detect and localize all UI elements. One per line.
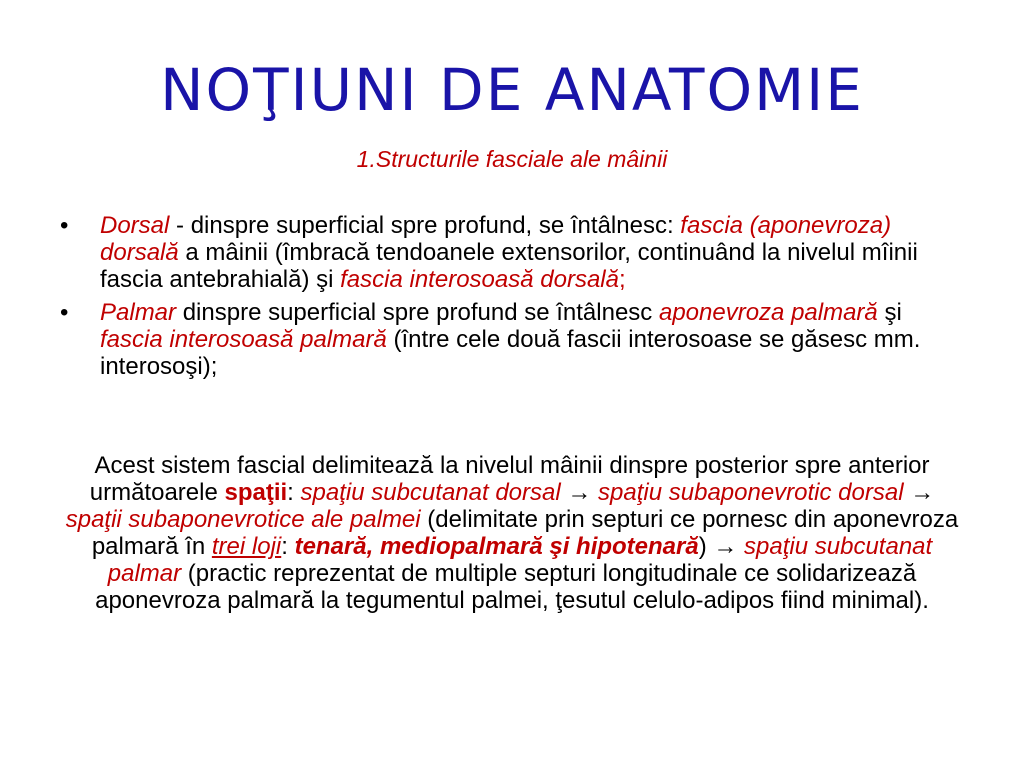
bullet-emphasis: fascia interosoasă dorsală (340, 266, 619, 293)
paragraph-emphasis: trei loji (211, 533, 282, 560)
paragraph-emphasis: spaţiu subcutanat palmar (107, 533, 933, 587)
bullet-text: ; (618, 266, 626, 293)
paragraph-emphasis: spaţiu subcutanat dorsal (300, 479, 561, 506)
paragraph-text: (delimitate prin septuri ce pornesc din aponevroza palmară în (91, 506, 959, 560)
bullet-text: a mâinii (îmbracă tendoanele extensorilor, continuând la nivelul mîinii fascia antebrahială) şi (100, 239, 918, 293)
bullet-text: şi (877, 299, 902, 326)
paragraph-emphasis: spaţiu subaponevrotic dorsal (598, 479, 904, 506)
bullet-list (60, 212, 960, 386)
bullet-marker: • (60, 299, 69, 326)
paragraph-emphasis: tenară, mediopalmară şi hipotenară (294, 533, 699, 560)
bullet-item-palmar (60, 299, 960, 380)
paragraph-arrow: ) → (698, 533, 745, 560)
paragraph-emphasis: spaţii (224, 479, 288, 506)
bullet-text: (între cele două fascii interosoase se găsesc mm. interosoşi); (100, 326, 921, 380)
paragraph-emphasis: spaţii subaponevrotice ale palmei (65, 506, 421, 533)
paragraph-text: : (287, 479, 301, 506)
bullet-term: Palmar (100, 299, 177, 326)
body-paragraph (60, 452, 964, 614)
bullet-emphasis: fascia (aponevroza) dorsală (100, 212, 892, 266)
slide-title: NOŢIUNI DE ANATOMIE (160, 56, 864, 124)
bullet-term: Dorsal (100, 212, 170, 239)
bullet-item-dorsal (60, 212, 960, 293)
bullet-text: - dinspre superficial spre profund, se întâlnesc: (169, 212, 681, 239)
paragraph-text: Acest sistem fascial delimitează la nivelul mâinii dinspre posterior spre anterior următoarele (89, 452, 930, 506)
paragraph-arrow: → (560, 479, 599, 506)
paragraph-text: : (281, 533, 295, 560)
bullet-emphasis: fascia interosoasă palmară (100, 326, 387, 353)
bullet-text: dinspre superficial spre profund se întâlnesc (176, 299, 659, 326)
paragraph-text: (practic reprezentat de multiple septuri longitudinale ce solidarizează aponevroza palmară la tegumentul palmei, ţesutul celulo-adipos fiind minimal). (95, 560, 929, 614)
slide-subtitle: 1.Structurile fasciale ale mâinii (356, 146, 668, 172)
bullet-emphasis: aponevroza palmară (658, 299, 878, 326)
paragraph-arrow: → (903, 479, 935, 506)
bullet-marker: • (60, 212, 69, 239)
